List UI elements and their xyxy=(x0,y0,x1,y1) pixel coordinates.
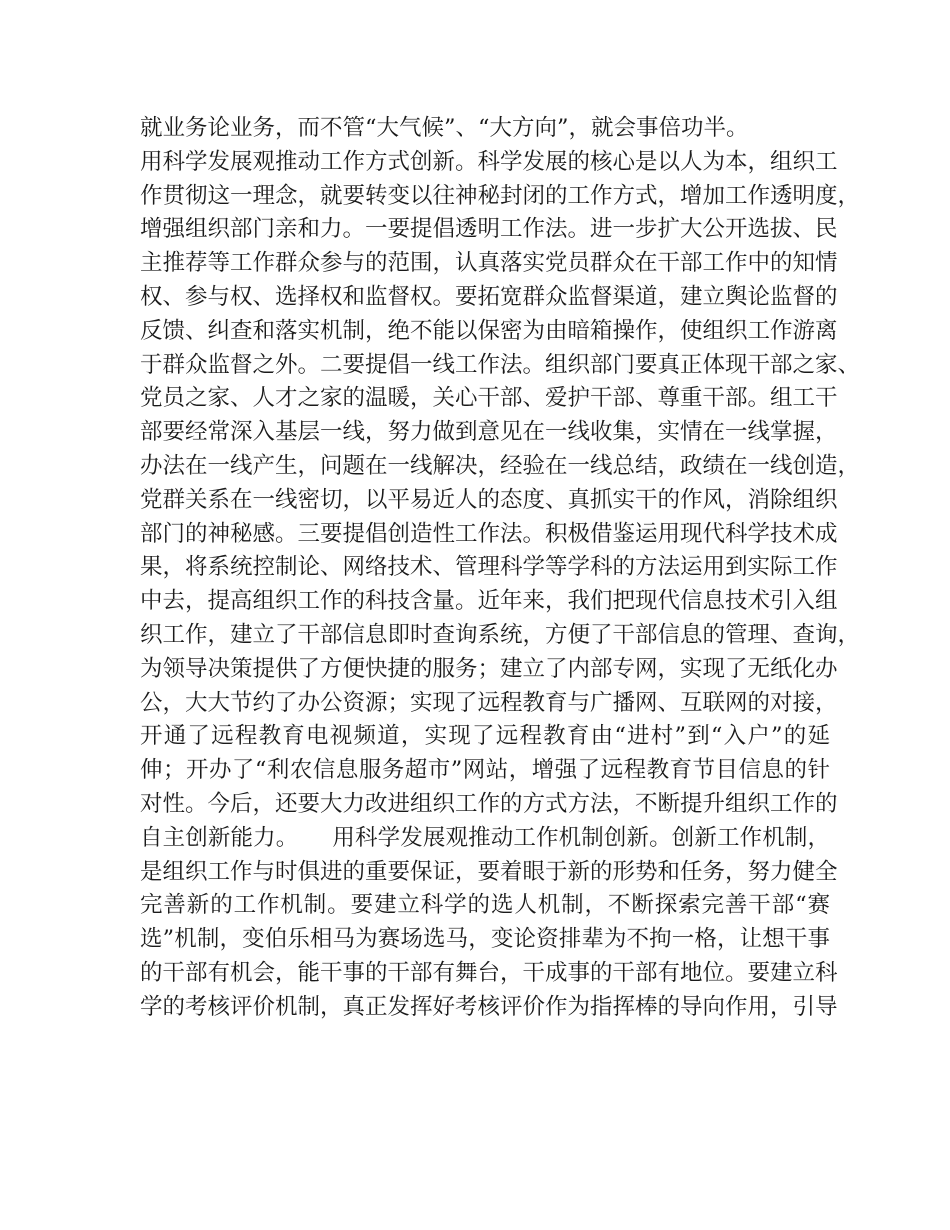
text-line: 中去，提高组织工作的科技含量。近年来，我们把现代信息技术引入组 xyxy=(140,588,838,615)
text-line: 部要经常深入基层一线，努力做到意见在一线收集，实情在一线掌握， xyxy=(140,419,838,446)
text-line: 开通了远程教育电视频道，实现了远程教育由“进村”到“入户”的延 xyxy=(140,723,830,750)
text-line: 主推荐等工作群众参与的范围，认真落实党员群众在干部工作中的知情 xyxy=(140,250,838,277)
text-line: 党群关系在一线密切，以平易近人的态度、真抓实干的作风，消除组织 xyxy=(140,486,838,513)
text-line: 作贯彻这一理念，就要转变以往神秘封闭的工作方式，增加工作透明度， xyxy=(140,182,861,209)
text-line: 于群众监督之外。二要提倡一线工作法。组织部门要真正体现干部之家、 xyxy=(140,351,861,378)
text-line: 反馈、纠查和落实机制，绝不能以保密为由暗箱操作，使组织工作游离 xyxy=(140,317,838,344)
text-line: 增强组织部门亲和力。一要提倡透明工作法。进一步扩大公开选拔、民 xyxy=(140,216,838,243)
text-line: 自主创新能力。 用科学发展观推动工作机制创新。创新工作机制， xyxy=(140,824,830,851)
text-line: 果，将系统控制论、网络技术、管理科学等学科的方法运用到实际工作 xyxy=(140,554,838,581)
text-line: 完善新的工作机制。要建立科学的选人机制，不断探索完善干部“赛 xyxy=(140,892,830,919)
body-text xyxy=(140,112,861,1025)
text-line: 部门的神秘感。三要提倡创造性工作法。积极借鉴运用现代科学技术成 xyxy=(140,520,838,547)
text-line: 权、参与权、选择权和监督权。要拓宽群众监督渠道，建立舆论监督的 xyxy=(140,283,838,310)
text-line: 学的考核评价机制，真正发挥好考核评价作为指挥棒的导向作用，引导 xyxy=(140,993,838,1020)
text-line: 党员之家、人才之家的温暖，关心干部、爱护干部、尊重干部。组工干 xyxy=(140,385,838,412)
text-line: 织工作，建立了干部信息即时查询系统，方便了干部信息的管理、查询， xyxy=(140,621,861,648)
text-line: 的干部有机会，能干事的干部有舞台，干成事的干部有地位。要建立科 xyxy=(140,959,838,986)
text-line: 伸；开办了“利农信息服务超市”网站，增强了远程教育节目信息的针 xyxy=(140,757,830,784)
text-line: 公，大大节约了办公资源；实现了远程教育与广播网、互联网的对接， xyxy=(140,689,838,716)
text-line: 办法在一线产生，问题在一线解决，经验在一线总结，政绩在一线创造， xyxy=(140,452,861,479)
text-line: 是组织工作与时俱进的重要保证，要着眼于新的形势和任务，努力健全 xyxy=(140,858,838,885)
text-line: 用科学发展观推动工作方式创新。科学发展的核心是以人为本，组织工 xyxy=(140,148,838,175)
text-line: 就业务论业务，而不管“大气候”、“大方向”，就会事倍功半。 xyxy=(140,115,749,141)
text-line: 选”机制，变伯乐相马为赛场选马，变论资排辈为不拘一格，让想干事 xyxy=(140,926,830,953)
text-line: 对性。今后，还要大力改进组织工作的方式方法，不断提升组织工作的 xyxy=(140,790,838,817)
text-line: 为领导决策提供了方便快捷的服务；建立了内部专网，实现了无纸化办 xyxy=(140,655,838,682)
